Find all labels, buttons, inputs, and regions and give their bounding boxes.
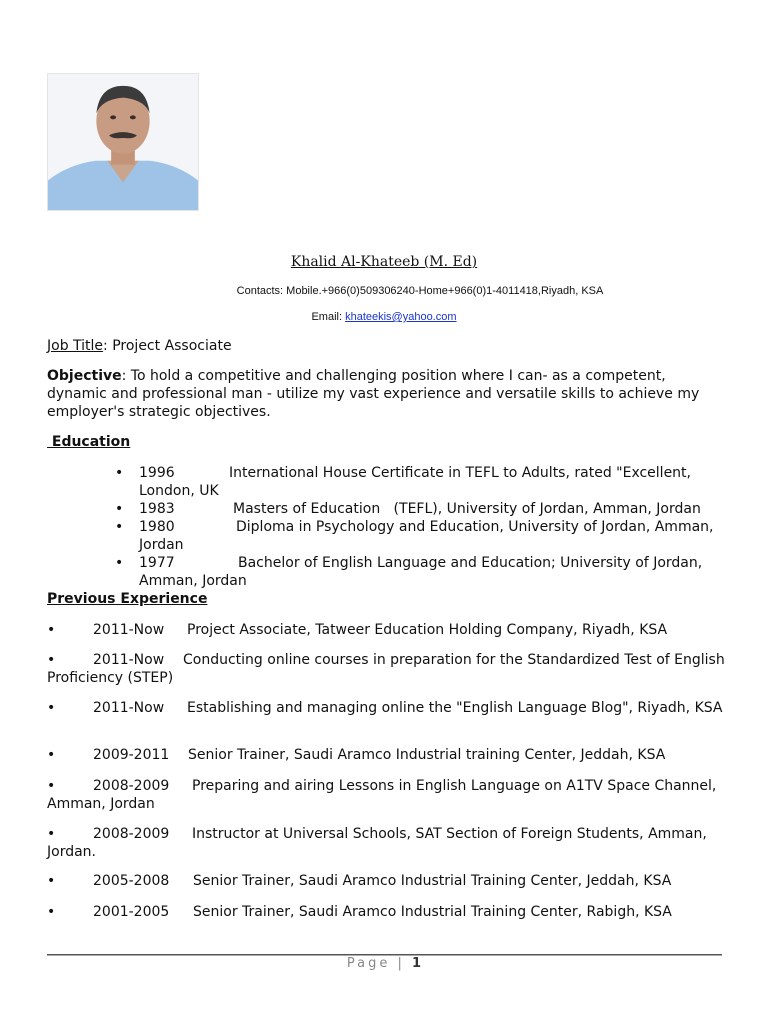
email-label: Email: <box>311 311 346 323</box>
experience-text: Preparing and airing Lessons in English Language on A1TV Space Channel, Amman, Jordan <box>47 778 717 812</box>
bullet: • <box>47 826 56 842</box>
education-year: 1996 <box>139 465 175 481</box>
job-title-line <box>47 337 727 355</box>
email-line <box>0 311 768 323</box>
education-heading: Education <box>47 434 131 450</box>
page-footer <box>0 956 768 971</box>
experience-text: Senior Trainer, Saudi Aramco Industrial Training Center, Jeddah, KSA <box>193 873 672 889</box>
experience-period: 2011-Now <box>93 652 165 668</box>
education-year: 1983 <box>139 501 175 517</box>
email-link[interactable]: khateekis@yahoo.com <box>345 311 457 323</box>
experience-period: 2005-2008 <box>93 873 170 889</box>
experience-text: Conducting online courses in preparation for the Standardized Test of English Proficiency (STEP) <box>47 652 725 686</box>
experience-text: Project Associate, Tatweer Education Holding Company, Riyadh, KSA <box>187 622 668 638</box>
candidate-name: Khalid Al-Khateeb (M. Ed) <box>290 254 478 270</box>
experience-item <box>47 699 727 717</box>
profile-photo <box>47 73 199 211</box>
education-text: Bachelor of English Language and Education; University of Jordan, Amman, Jordan <box>139 555 703 589</box>
job-title-label: Job Title <box>47 338 104 354</box>
education-item <box>47 554 727 590</box>
experience-item <box>47 777 727 813</box>
job-title-value: : Project Associate <box>103 338 232 354</box>
bullet: • <box>47 747 56 763</box>
experience-heading: Previous Experience <box>47 591 208 607</box>
contact-line: Contacts: Mobile.+966(0)509306240-Home+966(0)1-4011418,Riyadh, KSA <box>236 285 604 297</box>
experience-item <box>47 746 727 764</box>
objective-text: : To hold a competitive and challenging position where I can- as a competent, dynamic and professional man - utilize my vast experience and versatile skills to achieve my employer's strategic objectives. <box>47 368 700 420</box>
experience-period: 2009-2011 <box>93 747 170 763</box>
bullet: • <box>47 652 56 668</box>
experience-period: 2008-2009 <box>93 778 170 794</box>
objective-label: Objective <box>47 368 122 384</box>
experience-period: 2001-2005 <box>93 904 170 920</box>
experience-text: Establishing and managing online the "English Language Blog", Riyadh, KSA <box>187 700 723 716</box>
education-item <box>47 518 727 554</box>
education-year: 1977 <box>139 555 175 571</box>
page-number: 1 <box>412 956 422 971</box>
education-text: Masters of Education (TEFL), University of Jordan, Amman, Jordan <box>233 501 701 517</box>
experience-item <box>47 903 727 921</box>
bullet: • <box>47 700 56 716</box>
education-list <box>47 464 727 590</box>
experience-item <box>47 621 727 639</box>
experience-period: 2011-Now <box>93 700 165 716</box>
education-text: Diploma in Psychology and Education, University of Jordan, Amman, Jordan <box>139 519 714 553</box>
experience-item <box>47 651 727 687</box>
objective-paragraph <box>47 367 727 421</box>
experience-text: Senior Trainer, Saudi Aramco Industrial training Center, Jeddah, KSA <box>188 747 666 763</box>
education-item <box>47 500 727 518</box>
bullet: • <box>47 622 56 638</box>
education-item <box>47 464 727 500</box>
experience-item <box>47 872 727 890</box>
footer-divider <box>47 954 722 955</box>
bullet: • <box>47 778 56 794</box>
page-label: Page | <box>346 956 413 971</box>
experience-period: 2008-2009 <box>93 826 170 842</box>
experience-text: Instructor at Universal Schools, SAT Section of Foreign Students, Amman, Jordan. <box>47 826 707 860</box>
education-year: 1980 <box>139 519 175 535</box>
education-text: International House Certificate in TEFL to Adults, rated "Excellent, London, UK <box>139 465 691 499</box>
bullet: • <box>47 873 56 889</box>
bullet: • <box>47 904 56 920</box>
experience-item <box>47 825 727 861</box>
experience-period: 2011-Now <box>93 622 165 638</box>
experience-text: Senior Trainer, Saudi Aramco Industrial Training Center, Rabigh, KSA <box>193 904 672 920</box>
